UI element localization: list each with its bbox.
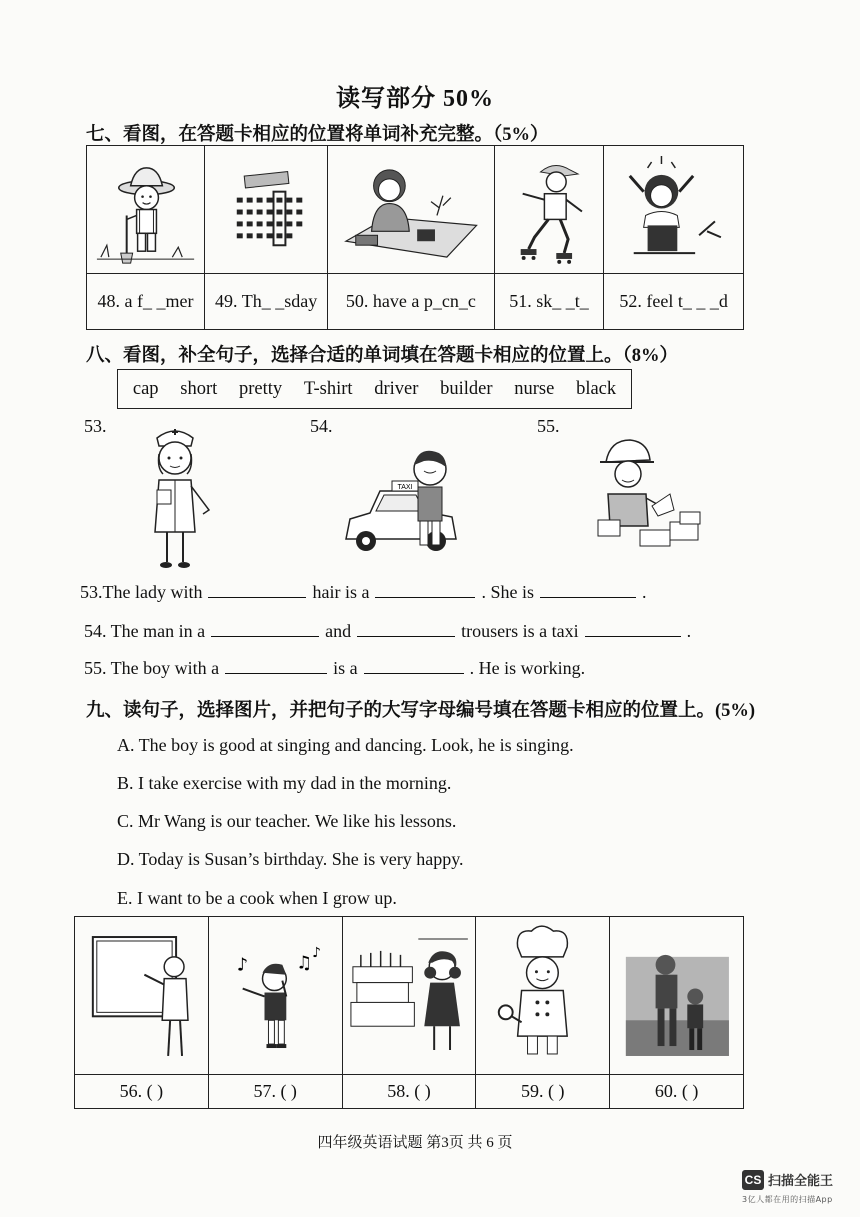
tired-girl-picture	[604, 146, 744, 274]
option-d: D. Today is Susan’s birthday. She is very happy.	[117, 849, 464, 869]
scanner-app-name: 扫描全能王	[768, 1174, 834, 1189]
word-bank-item: builder	[440, 378, 493, 399]
section-9-heading: 九、读句子，选择图片，并把句子的大写字母编号填在答题卡相应的位置上。(5%)	[86, 701, 756, 721]
taxi-sign-text: TAXI	[397, 484, 413, 491]
picnic-picture	[328, 146, 494, 274]
answer-57[interactable]: 57. ( )	[208, 1075, 342, 1109]
answer-blank	[208, 583, 306, 598]
sentence-53: 53.The lady with hair is a . She is .	[80, 582, 647, 602]
taxi-driver-picture	[340, 447, 468, 557]
picture-number-53: 53.	[84, 416, 107, 436]
nurse-picture	[135, 420, 225, 572]
page-title: 读写部分 50%	[336, 86, 494, 112]
answer-56[interactable]: 56. ( )	[75, 1075, 209, 1109]
cook-boy-picture	[476, 917, 610, 1075]
answer-blank	[375, 583, 475, 598]
option-a: A. The boy is good at singing and dancing. Look, he is singing.	[117, 735, 574, 755]
word-bank-item: black	[576, 378, 617, 399]
answer-59[interactable]: 59. ( )	[476, 1075, 610, 1109]
answer-blank	[364, 659, 464, 674]
answer-60[interactable]: 60. ( )	[610, 1075, 744, 1109]
option-b: B. I take exercise with my dad in the morning.	[117, 773, 452, 793]
caption-48: 48. a f_ _mer	[87, 274, 205, 330]
option-c: C. Mr Wang is our teacher. We like his lessons.	[117, 811, 457, 831]
section-7-table	[86, 145, 744, 330]
singing-boy-picture	[208, 917, 342, 1075]
section-8-heading: 八、看图，补全句子，选择合适的单词填在答题卡相应的位置上。（8%）	[86, 346, 679, 366]
svg-text:♫: ♫	[296, 952, 312, 974]
answer-blank	[585, 622, 681, 637]
word-bank-item: cap	[132, 378, 159, 399]
answer-blank	[357, 622, 455, 637]
option-e: E. I want to be a cook when I grow up.	[117, 888, 397, 908]
answer-blank	[540, 583, 636, 598]
birthday-girl-picture	[342, 917, 476, 1075]
word-bank-item: nurse	[514, 378, 555, 399]
skating-boy-picture	[494, 146, 604, 274]
word-bank	[117, 369, 632, 409]
word-bank-item: driver	[374, 378, 419, 399]
caption-51: 51. sk_ _t_	[494, 274, 604, 330]
sentence-55: 55. The boy with a is a . He is working.	[84, 658, 586, 678]
calendar-picture	[205, 146, 328, 274]
svg-text:♪: ♪	[236, 954, 248, 976]
section-9-table	[74, 916, 744, 1109]
word-bank-item: short	[180, 378, 218, 399]
picture-number-55: 55.	[537, 416, 560, 436]
dad-and-son-picture	[610, 917, 744, 1075]
caption-52: 52. feel t_ _ _d	[604, 274, 744, 330]
scanner-logo-icon: CS	[742, 1170, 764, 1190]
scanner-tagline: 3亿人都在用的扫描App	[742, 1195, 833, 1204]
section-7-heading: 七、看图，在答题卡相应的位置将单词补充完整。（5%）	[86, 125, 549, 145]
answer-blank	[211, 622, 319, 637]
answer-58[interactable]: 58. ( )	[342, 1075, 476, 1109]
answer-blank	[225, 659, 327, 674]
builder-picture	[592, 432, 704, 554]
teacher-picture	[75, 917, 209, 1075]
word-bank-item: T-shirt	[303, 378, 353, 399]
sentence-54: 54. The man in a and trousers is a taxi .	[84, 621, 692, 641]
picture-number-54: 54.	[310, 416, 333, 436]
caption-50: 50. have a p_cn_c	[328, 274, 494, 330]
farmer-picture	[87, 146, 205, 274]
svg-text:♪: ♪	[311, 944, 321, 961]
caption-49: 49. Th_ _sday	[205, 274, 328, 330]
word-bank-item: pretty	[238, 378, 283, 399]
page-footer: 四年级英语试题 第3页 共 6 页	[317, 1135, 513, 1151]
